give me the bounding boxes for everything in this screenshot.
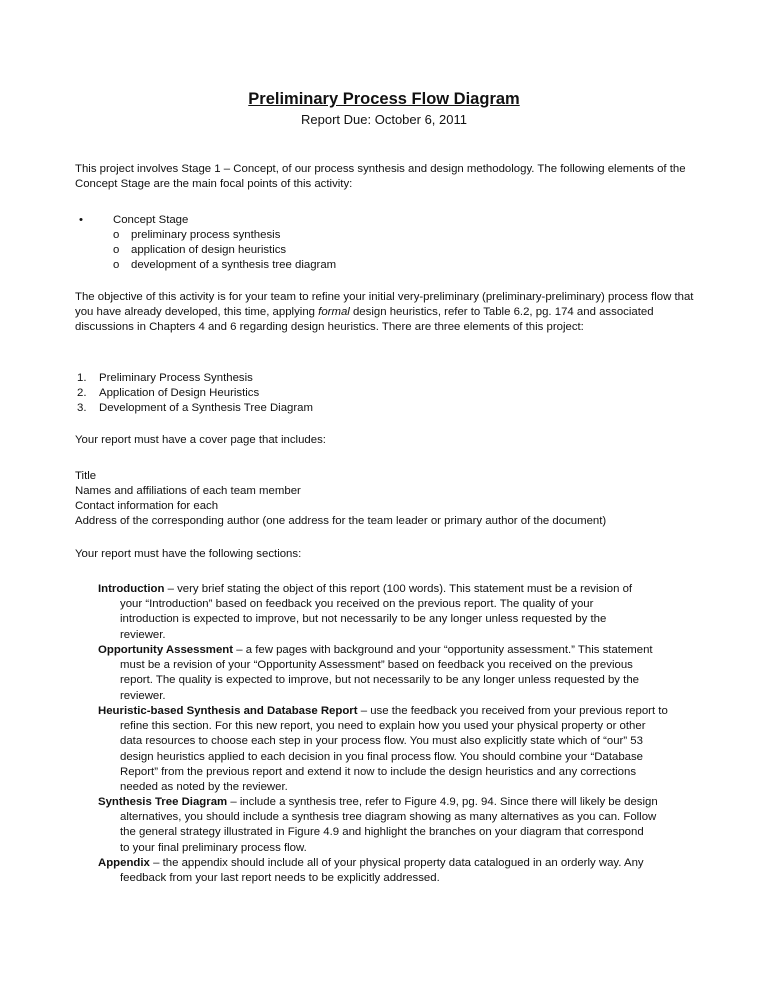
section-appendix: Appendix – the appendix should include all of your physical property data catalogued in an orderly way. Any feedback from your last report needs to be explicitly addressed. — [98, 857, 644, 885]
list-number: 1. — [77, 372, 87, 384]
cover-item: Title — [75, 470, 97, 482]
section-synthesis-tree: Synthesis Tree Diagram – include a synthesis tree, refer to Figure 4.9, pg. 94. Since there will likely be design alternatives, you should include a synthesis tree diagram showing as many alternatives as you can. Follow the general strategy illustrated in Figure 4.9 and highlight the branches on your diagram that correspond to your final preliminary process flow. — [98, 796, 658, 854]
cover-item: Contact information for each — [75, 500, 219, 512]
section-heading: Appendix — [98, 857, 150, 869]
cover-item: Address of the corresponding author (one address for the team leader or primary author of the document) — [75, 515, 607, 527]
sub-bullet-icon: o — [113, 229, 120, 241]
list-number: 2. — [77, 387, 87, 399]
due-date: Report Due: October 6, 2011 — [301, 112, 467, 127]
list-number: 3. — [77, 402, 87, 414]
cover-paragraph: Your report must have a cover page that includes: — [75, 434, 326, 446]
concept-subitem: application of design heuristics — [131, 244, 287, 256]
document-title: Preliminary Process Flow Diagram — [248, 90, 520, 108]
section-heading: Introduction — [98, 583, 165, 595]
concept-subitem: preliminary process synthesis — [131, 229, 281, 241]
section-heading: Synthesis Tree Diagram — [98, 796, 228, 808]
element-item: Preliminary Process Synthesis — [99, 372, 253, 384]
section-heading: Opportunity Assessment — [98, 644, 234, 656]
sub-bullet-icon: o — [113, 244, 120, 256]
section-heading: Heuristic-based Synthesis and Database Report — [98, 705, 358, 717]
cover-item: Names and affiliations of each team member — [75, 485, 301, 497]
section-heuristic-synthesis: Heuristic-based Synthesis and Database Report – use the feedback you received from your previous report to refine this section. For this new report, you need to explain how you used your physical property or other data resources to choose each step in your process flow. You must also explicitly state which of “our” 53 design heuristics applied to each decision in you final process flow. You should combine your “Database Report” from the previous report and extend it now to include the design heuristics and any corrections needed as noted by the reviewer. — [98, 705, 668, 794]
section-opportunity-assessment: Opportunity Assessment – a few pages with background and your “opportunity assessment.” This statement must be a revision of your “Opportunity Assessment” based on feedback you received on the previous report. The quality is expected to improve, but not necessarily to be any longer unless requested by the reviewer. — [98, 644, 653, 702]
intro-paragraph: This project involves Stage 1 – Concept, of our process synthesis and design methodology. The following elements of the Concept Stage are the main focal points of this activity: — [75, 163, 686, 191]
concept-subitem: development of a synthesis tree diagram — [131, 259, 337, 271]
element-item: Application of Design Heuristics — [99, 387, 260, 399]
sections-paragraph: Your report must have the following sections: — [75, 548, 302, 560]
sub-bullet-icon: o — [113, 259, 120, 271]
concept-item: Concept Stage — [113, 214, 189, 226]
element-item: Development of a Synthesis Tree Diagram — [99, 402, 313, 414]
section-introduction: Introduction – very brief stating the object of this report (100 words). This statement must be a revision of your “Introduction” based on feedback you received on the previous report. The quality of your introduction is expected to improve, but not necessarily to be any longer unless requested by the reviewer. — [98, 583, 633, 641]
objective-paragraph: The objective of this activity is for your team to refine your initial very-preliminary (preliminary-preliminary) process flow that you have already developed, this time, applying formal design heuristics, refer to Table 6.2, pg. 174 and associated discussions in Chapters 4 and 6 regarding design heuristics. There are three elements of this project: — [75, 291, 694, 334]
bullet-dot-icon: • — [79, 214, 83, 226]
